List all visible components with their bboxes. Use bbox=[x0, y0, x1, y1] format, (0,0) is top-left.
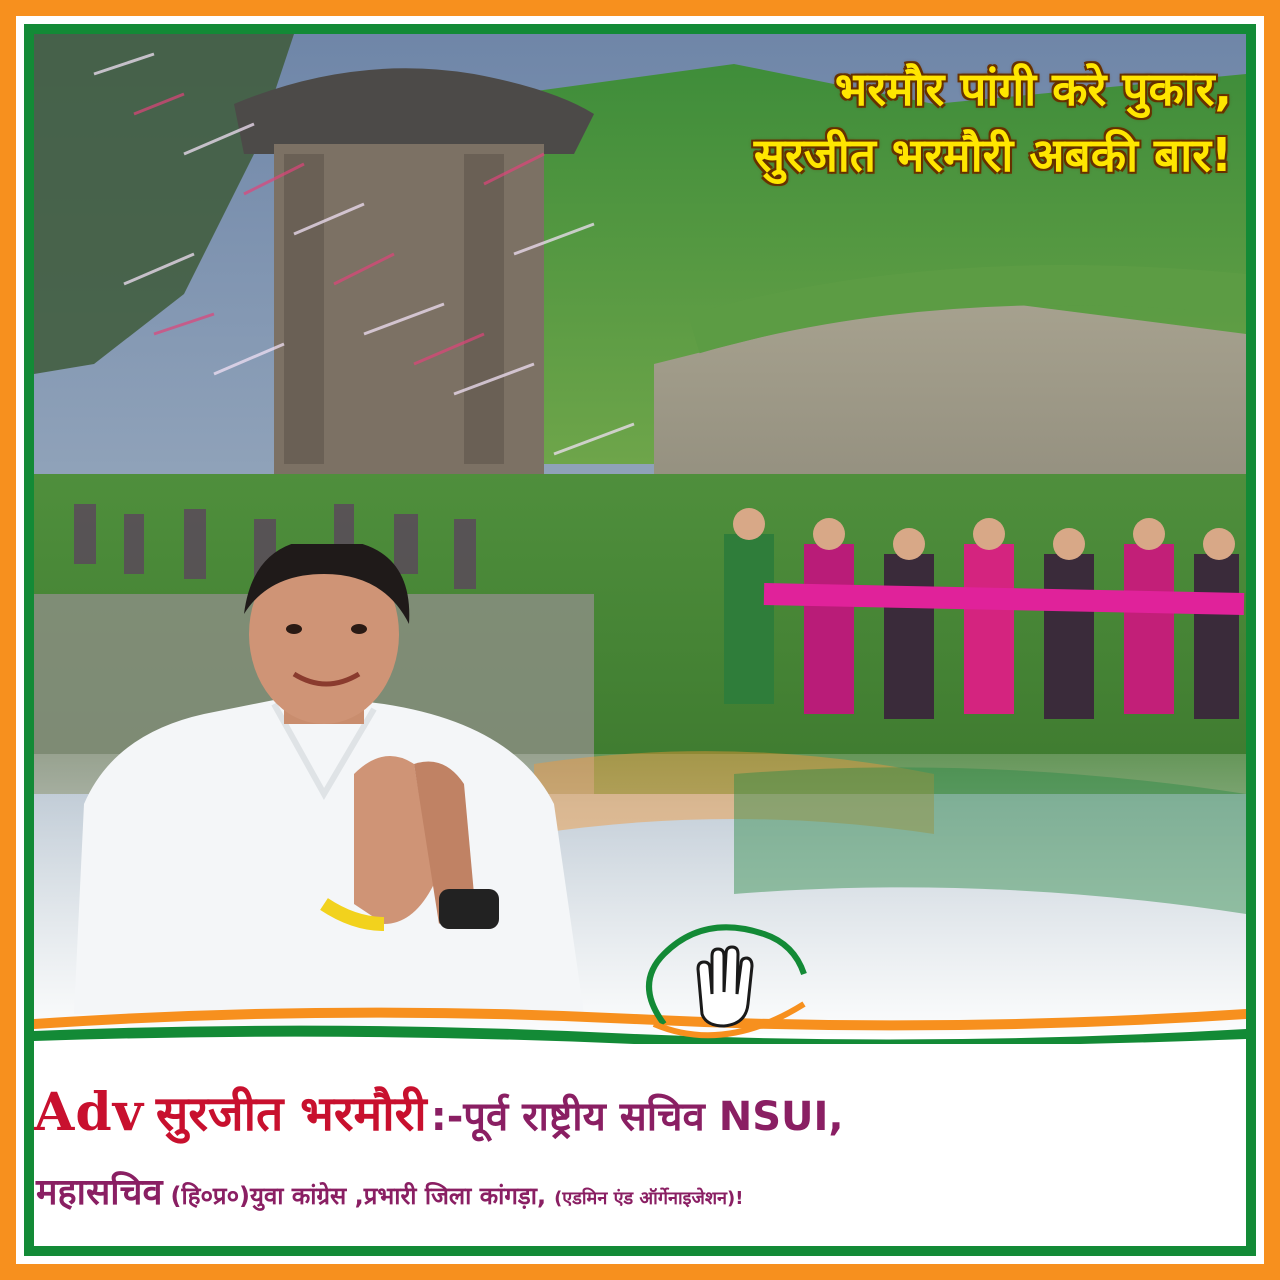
congress-hand-icon bbox=[624, 914, 824, 1054]
headline-line-1: भरमौर पांगी करे पुकार, bbox=[834, 62, 1232, 116]
post-line-2-c: (एडमिन एंड ऑर्गेनाइजेशन)! bbox=[554, 1188, 744, 1209]
portrait-photo bbox=[54, 544, 594, 1014]
caption-box bbox=[34, 1044, 1246, 1254]
prefix-title: Adv bbox=[34, 1082, 144, 1143]
headline-line-2: सुरजीत भरमौरी अबकी बार! bbox=[753, 128, 1232, 182]
caption-line-2 bbox=[36, 1166, 743, 1215]
caption-line-1 bbox=[34, 1080, 844, 1145]
candidate-name: सुरजीत भरमौरी bbox=[155, 1086, 427, 1142]
post-line-2-a: महासचिव bbox=[36, 1172, 163, 1213]
poster bbox=[24, 24, 1256, 1256]
post-line-2-b: (हि०प्र०)युवा कांग्रेस ,प्रभारी जिला कांगड़ा, bbox=[170, 1182, 547, 1210]
headline bbox=[532, 56, 1232, 188]
post-line-1: :-पूर्व राष्ट्रीय सचिव NSUI, bbox=[430, 1094, 844, 1140]
